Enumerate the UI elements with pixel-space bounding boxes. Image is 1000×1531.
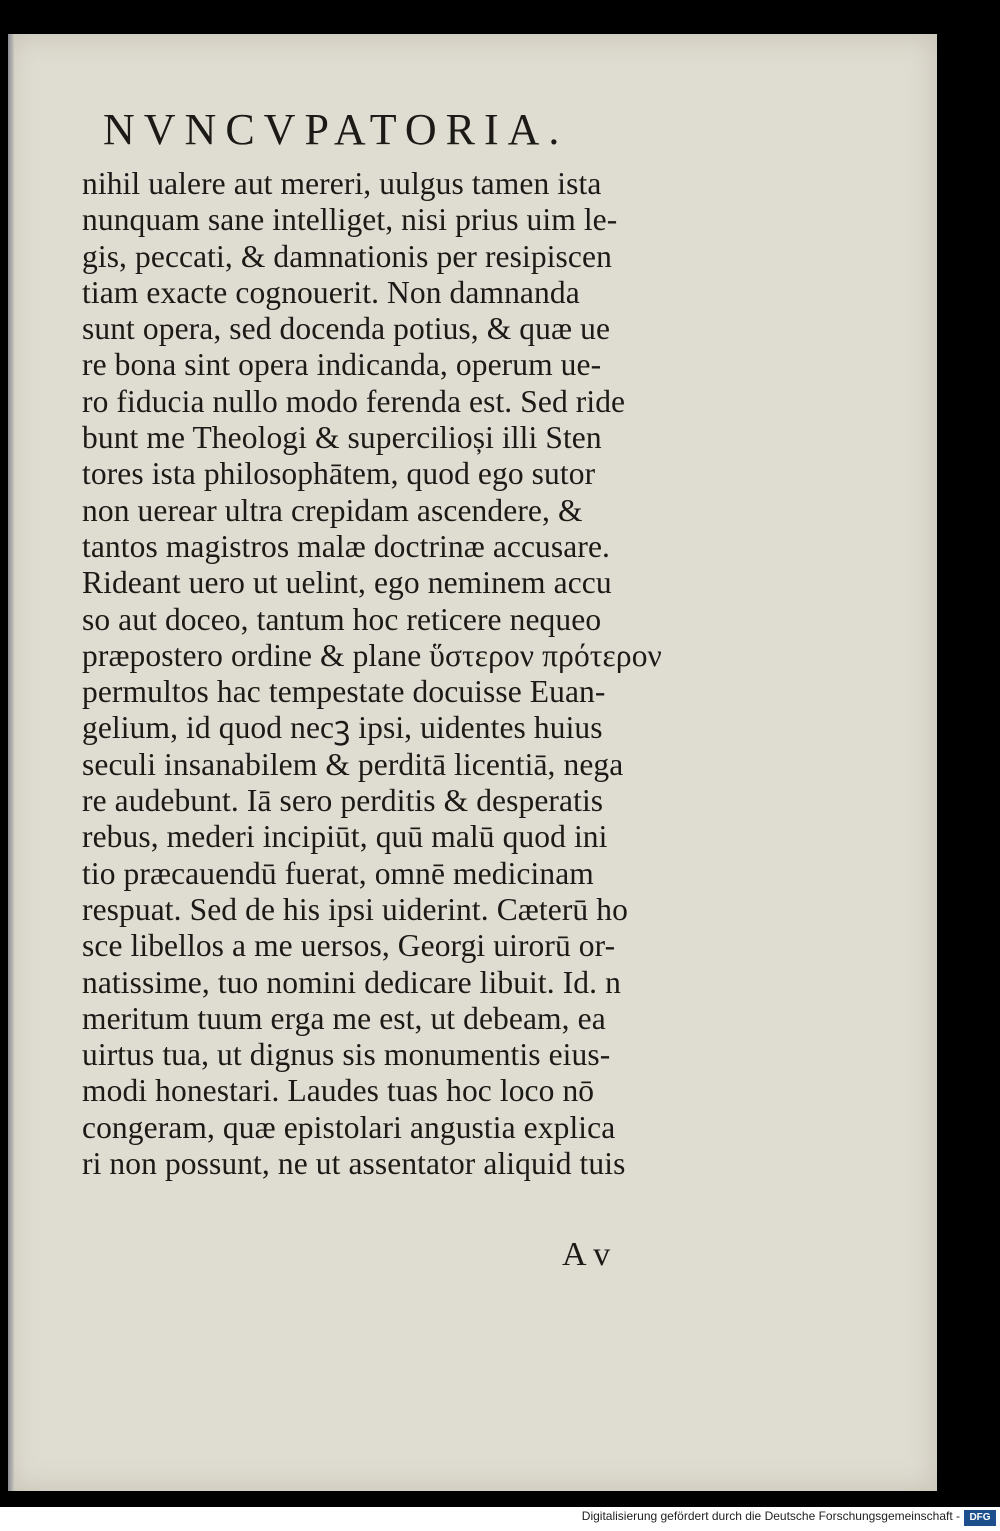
- text-line: nihil ualere aut mereri, uulgus tamen ista: [82, 166, 602, 201]
- text-line: non uerear ultra crepidam ascendere, &: [82, 492, 583, 528]
- text-line: uirtus tua, ut dignus sis monumentis eius-: [82, 1037, 611, 1073]
- text-line: so aut doceo, tantum hoc reticere nequeo: [82, 601, 602, 637]
- dfg-logo: DFG: [964, 1510, 996, 1526]
- text-line: ro fiducia nullo modo ferenda est. Sed ride: [82, 383, 626, 419]
- page-edge: [8, 34, 14, 1491]
- text-line: bunt me Theologi & supercilioși illi Sten: [82, 420, 602, 456]
- text-line: meritum tuum erga me est, ut debeam, ea: [82, 1000, 606, 1036]
- text-line: sce libellos a me uersos, Georgi uirorū or-: [82, 928, 616, 964]
- text-line: re audebunt. Iā sero perditis & desperatis: [82, 783, 604, 819]
- text-line: ri non possunt, ne ut assentator aliquid tuis: [82, 1146, 626, 1182]
- text-line: præpostero ordine & plane ὕστερον πρότερον: [82, 637, 662, 673]
- text-line: nunquam sane intelliget, nisi prius uim le-: [82, 202, 618, 238]
- text-line: tores ista philosophātem, quod ego sutor: [82, 456, 596, 492]
- text-line: congeram, quæ epistolari angustia explica: [82, 1109, 616, 1145]
- text-line: permultos hac tempestate docuisse Euan-: [82, 674, 606, 710]
- text-line: re bona sint opera indicanda, operum ue-: [82, 347, 602, 383]
- text-line: rebus, mederi incipiūt, quū malū quod ini: [82, 819, 608, 855]
- signature-mark: A v: [562, 1236, 611, 1273]
- text-line: tio præcauendū fuerat, omnē medicinam: [82, 855, 594, 891]
- text-line: seculi insanabilem & perditā licentiā, nega: [82, 746, 624, 782]
- text-block: [82, 166, 742, 1182]
- footer-bar: [0, 1507, 1000, 1531]
- text-line: modi honestari. Laudes tuas hoc loco nō: [82, 1073, 595, 1109]
- text-line: tantos magistros malæ doctrinæ accusare.: [82, 528, 610, 564]
- footer-credit: Digitalisierung gefördert durch die Deutsche Forschungsgemeinschaft -: [581, 1509, 960, 1523]
- running-head: NVNCVPATORIA.: [103, 105, 569, 154]
- text-line: Rideant uero ut uelint, ego neminem accu: [82, 565, 612, 601]
- text-line: tiam exacte cognouerit. Non damnanda: [82, 274, 580, 310]
- text-line: respuat. Sed de his ipsi uiderint. Cæterū ho: [82, 891, 628, 927]
- text-line: gis, peccati, & damnationis per resipiscen: [82, 238, 612, 274]
- text-line: gelium, id quod necꝫ ipsi, uidentes huius: [82, 710, 603, 746]
- text-line: natissime, tuo nomini dedicare libuit. Id. n: [82, 964, 621, 1000]
- text-line: sunt opera, sed docenda potius, & quæ ue: [82, 311, 611, 347]
